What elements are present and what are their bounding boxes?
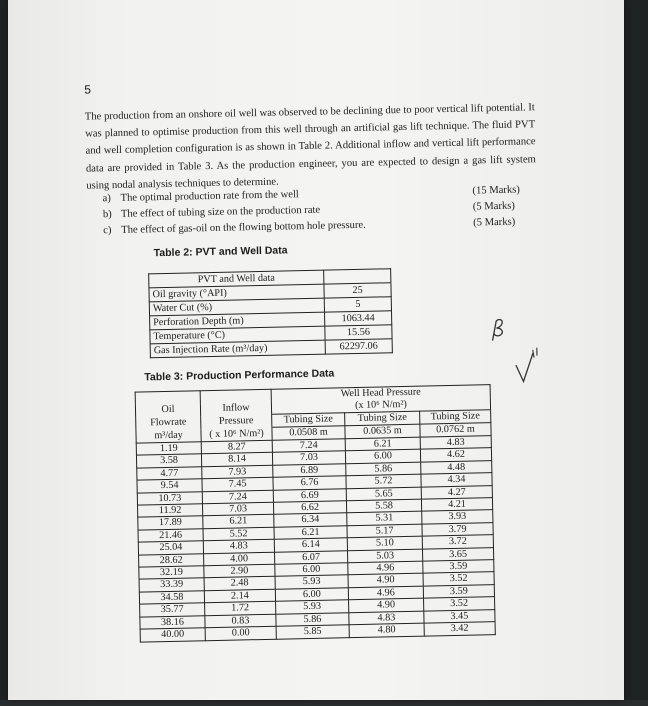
cell: 5.85 <box>276 625 349 639</box>
table2-value: 15.56 <box>325 325 392 340</box>
tubing-size: 0.0508 m <box>272 426 345 441</box>
cell: 6.00 <box>275 588 348 602</box>
cell: 0.83 <box>205 614 276 628</box>
cell: 5.93 <box>276 600 349 614</box>
cell: 6.21 <box>203 515 274 529</box>
cell: 6.76 <box>273 476 346 490</box>
handwritten-check-mark <box>513 347 544 386</box>
cell: 35.77 <box>140 603 205 617</box>
task-text: The effect of tubing size on the production rate <box>120 204 321 220</box>
table2-label: Perforation Depth (m) <box>150 312 325 330</box>
cell: 4.62 <box>420 448 491 462</box>
cell: 4.21 <box>421 498 492 512</box>
tubing-size: 0.0762 m <box>420 423 491 437</box>
cell: 6.21 <box>274 526 347 540</box>
pvt-well-data-table <box>148 268 393 358</box>
cell: 2.14 <box>204 589 275 603</box>
cell: 5.10 <box>347 536 422 550</box>
table3-title: Table 3: Production Performance Data <box>144 367 335 384</box>
cell: 4.90 <box>348 574 423 588</box>
whp-units: (x 10⁶ N/m²) <box>271 397 490 414</box>
table2-value: 1063.44 <box>325 311 392 326</box>
cell: 4.77 <box>137 467 202 481</box>
question-number: 5 <box>84 82 92 97</box>
cell: 7.24 <box>272 439 345 453</box>
cell: 3.59 <box>423 560 494 574</box>
oil-header-2: Flowrate <box>136 416 201 430</box>
table2-header-blank <box>324 269 391 284</box>
cell: 4.34 <box>421 473 492 487</box>
task-text: The effect of gas-oil on the flowing bottom hole pressure. <box>121 219 366 236</box>
task-marks: (15 Marks) <box>472 184 520 197</box>
document-content <box>1 0 632 706</box>
table2-value: 5 <box>324 297 391 312</box>
table2-value: 25 <box>324 283 391 298</box>
whp-title: Well Head Pressure <box>271 385 490 402</box>
cell: 32.19 <box>139 566 204 580</box>
cell: 5.72 <box>346 474 421 488</box>
cell: 6.21 <box>345 437 420 451</box>
cell: 6.07 <box>275 550 348 564</box>
tubing-label: Tubing Size <box>345 411 420 426</box>
cell: 3.65 <box>422 547 493 561</box>
cell: 5.86 <box>276 612 349 626</box>
cell: 5.58 <box>346 499 421 513</box>
cell: 3.45 <box>424 609 495 623</box>
inflow-header-1: Inflow <box>200 402 271 416</box>
cell: 4.80 <box>349 623 424 637</box>
cell: 11.92 <box>138 504 203 518</box>
table2-label: Oil gravity (°API) <box>149 284 324 302</box>
cell: 25.04 <box>138 541 203 555</box>
cell: 6.00 <box>275 563 348 577</box>
cell: 5.52 <box>203 527 274 541</box>
cell: 3.79 <box>422 523 493 537</box>
cell: 6.00 <box>345 450 420 464</box>
cell: 6.14 <box>274 538 347 552</box>
task-marks: (5 Marks) <box>473 216 516 229</box>
cell: 3.52 <box>424 597 495 611</box>
oil-header-1: Oil <box>135 403 200 417</box>
cell: 5.93 <box>275 575 348 589</box>
cell: 4.00 <box>204 552 275 566</box>
cell: 33.39 <box>139 578 204 592</box>
inflow-header-2: Pressure <box>201 414 272 428</box>
cell: 3.93 <box>422 510 493 524</box>
cell: 17.89 <box>138 516 203 530</box>
tubing-label: Tubing Size <box>272 413 345 428</box>
cell: 8.14 <box>201 453 272 467</box>
cell: 9.54 <box>137 479 202 493</box>
table2-label: Temperature (°C) <box>150 326 325 344</box>
cell: 4.83 <box>420 436 491 450</box>
task-letter: c) <box>103 224 112 236</box>
cell: 6.62 <box>273 501 346 515</box>
cell: 3.58 <box>136 454 201 468</box>
cell: 2.90 <box>204 564 275 578</box>
cell: 6.89 <box>273 464 346 478</box>
inflow-header-3: ( x 10⁶ N/m²) <box>201 427 272 441</box>
cell: 5.03 <box>347 549 422 563</box>
task-list <box>102 181 543 238</box>
cell: 8.27 <box>201 440 272 454</box>
cell: 21.46 <box>138 529 203 543</box>
oil-header-3: m³/day <box>136 429 201 443</box>
cell: 34.58 <box>139 591 204 605</box>
task-text: The optimal production rate from the well <box>120 188 299 204</box>
cell: 3.52 <box>423 572 494 586</box>
cell: 4.27 <box>421 485 492 499</box>
tubing-size: 0.0635 m <box>345 424 420 439</box>
cell: 4.96 <box>348 561 423 575</box>
cell: 3.72 <box>422 535 493 549</box>
table2-title: Table 2: PVT and Well Data <box>153 244 288 260</box>
table2-label: Water Cut (%) <box>149 298 324 316</box>
cell: 6.34 <box>274 513 347 527</box>
cell: 40.00 <box>140 628 205 642</box>
cell: 7.24 <box>202 490 273 504</box>
cell: 6.69 <box>273 488 346 502</box>
cell: 5.31 <box>347 512 422 526</box>
task-letter: a) <box>102 192 111 204</box>
cell: 0.00 <box>205 626 276 640</box>
paper-sheet <box>8 0 624 700</box>
cell: 4.83 <box>203 539 274 553</box>
cell: 2.48 <box>204 577 275 591</box>
cell: 1.19 <box>136 442 201 456</box>
cell: 7.45 <box>202 477 273 491</box>
cell: 5.65 <box>346 487 421 501</box>
handwritten-beta-mark <box>487 318 509 342</box>
table2-label: Gas Injection Rate (m³/day) <box>150 340 325 358</box>
production-performance-table <box>135 384 496 642</box>
cell: 1.72 <box>205 602 276 616</box>
tubing-label: Tubing Size <box>420 410 491 424</box>
cell: 4.83 <box>349 611 424 625</box>
cell: 5.86 <box>346 462 421 476</box>
cell: 4.90 <box>349 598 424 612</box>
cell: 28.62 <box>139 553 204 567</box>
table2-header: PVT and Well data <box>149 270 324 288</box>
cell: 5.17 <box>347 524 422 538</box>
cell: 38.16 <box>140 615 205 629</box>
cell: 7.03 <box>202 502 273 516</box>
task-marks: (5 Marks) <box>472 200 516 213</box>
task-letter: b) <box>102 208 112 220</box>
cell: 4.96 <box>348 586 423 600</box>
cell: 3.59 <box>423 585 494 599</box>
cell: 7.93 <box>202 465 273 479</box>
cell: 10.73 <box>137 491 202 505</box>
cell: 3.42 <box>424 622 495 636</box>
cell: 7.03 <box>272 451 345 465</box>
cell: 4.48 <box>421 460 492 474</box>
question-intro: The production from an onshore oil well was observed to be declining due to poor vertical lift potential. It was planned to optimise production from this well through an artificial gas lift technique. The fluid PVT and well completion configuration is as shown in Table 2. Additional inflow and vertical lift performance data are provided in Table 3. As the production engineer, you are expected to design a gas lift system using nodal analysis techniques to determine. <box>84 102 536 192</box>
table2-value: 62297.06 <box>325 339 392 354</box>
